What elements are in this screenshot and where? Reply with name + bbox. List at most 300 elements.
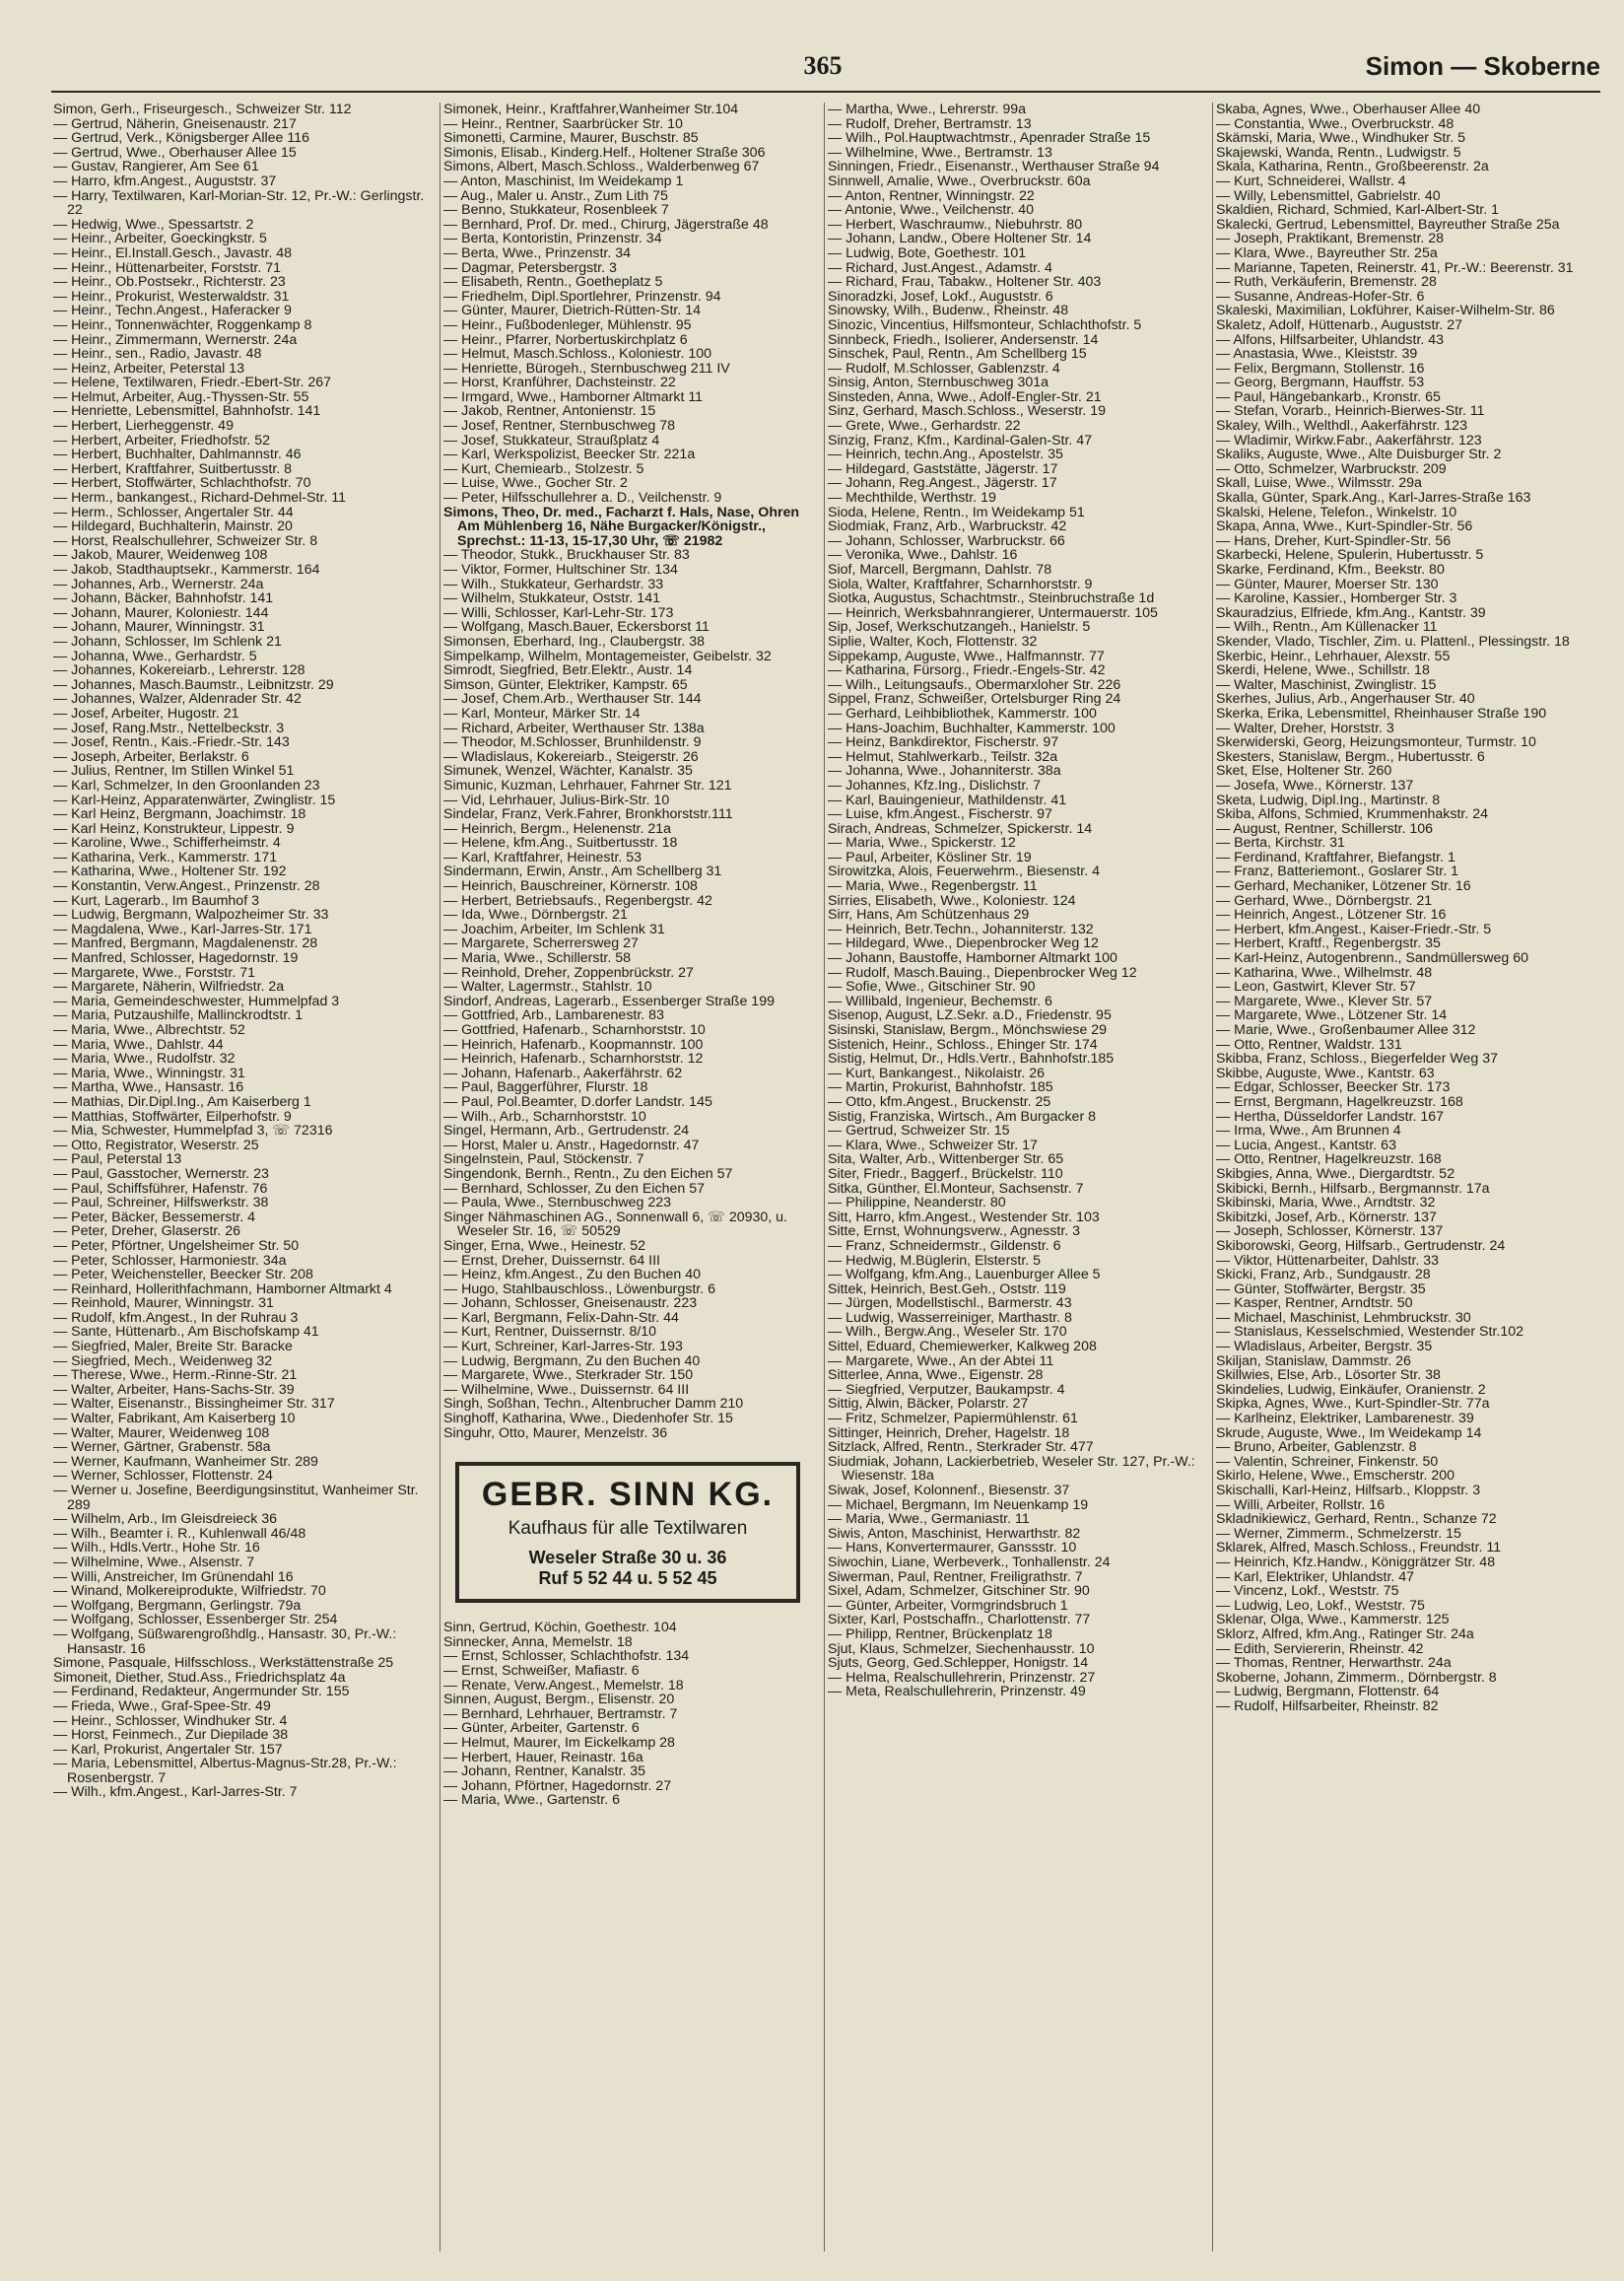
directory-entry: — Sante, Hüttenarb., Am Bischofskamp 41: [53, 1324, 319, 1341]
directory-entry: — Ludwig, Wasserreiniger, Marthastr. 8: [828, 1309, 1072, 1326]
directory-entry: — Anastasia, Wwe., Kleiststr. 39: [1216, 346, 1418, 363]
directory-entry: Sjut, Klaus, Schmelzer, Siechenhausstr. 10: [828, 1640, 1095, 1657]
directory-entry: Sirr, Hans, Am Schützenhaus 29: [828, 907, 1030, 924]
directory-entry: — Wilh., Hdls.Vertr., Hohe Str. 16: [53, 1540, 260, 1556]
directory-entry: — Paul, Hängebankarb., Kronstr. 65: [1216, 388, 1441, 405]
directory-entry: — Johann, Maurer, Winningstr. 31: [53, 619, 265, 636]
advertisement-box: [455, 1462, 800, 1603]
directory-entry: Simons, Theo, Dr. med., Facharzt f. Hals, Nase, Ohren Am Mühlenberg 16, Nähe Burgacker/Königstr., Sprechst.: 11-13, 15-17,30 Uhr, ☏ 21982: [443, 504, 800, 549]
directory-entry: — Gottfried, Hafenarb., Scharnhorststr. 10: [443, 1022, 706, 1038]
directory-entry: — Sofie, Wwe., Gitschiner Str. 90: [828, 979, 1036, 996]
directory-entry: — Otto, Schmelzer, Warbruckstr. 209: [1216, 460, 1447, 477]
directory-entry: Singel, Hermann, Arb., Gertrudenstr. 24: [443, 1123, 690, 1140]
directory-entry: — Michael, Maschinist, Lehmbruckstr. 30: [1216, 1309, 1471, 1326]
directory-entry: — Horst, Maler u. Anstr., Hagedornstr. 47: [443, 1137, 700, 1153]
directory-entry: Sklarek, Alfred, Masch.Schloss., Freundstr. 11: [1216, 1540, 1502, 1556]
directory-entry: — Heinr., Rentner, Saarbrücker Str. 10: [443, 115, 683, 132]
directory-entry: — Peter, Pförtner, Ungelsheimer Str. 50: [53, 1237, 300, 1254]
directory-entry: Singh, Soßhan, Techn., Altenbrucher Damm 210: [443, 1396, 744, 1413]
directory-entry: — Karl, Monteur, Märker Str. 14: [443, 705, 641, 722]
directory-entry: — Johann, Pförtner, Hagedornstr. 27: [443, 1777, 672, 1794]
directory-entry: — Irma, Wwe., Am Brunnen 4: [1216, 1123, 1401, 1140]
directory-entry: — Berta, Wwe., Prinzenstr. 34: [443, 244, 632, 261]
directory-entry: — Reinhold, Dreher, Zoppenbrückstr. 27: [443, 964, 694, 981]
directory-entry: — Wilh., Stukkateur, Gerhardstr. 33: [443, 576, 664, 592]
directory-entry: — Heinz, Arbeiter, Peterstal 13: [53, 360, 244, 377]
directory-entry: — Viktor, Former, Hultschiner Str. 134: [443, 562, 678, 578]
directory-entry: Sket, Else, Holtener Str. 260: [1216, 763, 1392, 780]
directory-entry: — Otto, Registrator, Weserstr. 25: [53, 1137, 259, 1153]
directory-entry: Siter, Friedr., Baggerf., Brückelstr. 110: [828, 1165, 1063, 1182]
directory-entry: Skesters, Stanislaw, Bergm., Hubertusstr. 6: [1216, 748, 1485, 765]
directory-entry: — Franz, Schneidermstr., Gildenstr. 6: [828, 1237, 1061, 1254]
directory-entry: — Kasper, Rentner, Arndtstr. 50: [1216, 1295, 1413, 1312]
directory-entry: — Kurt, Schreiner, Karl-Jarres-Str. 193: [443, 1339, 683, 1355]
directory-entry: — Wolfgang, Bergmann, Gerlingstr. 79a: [53, 1597, 302, 1614]
directory-entry: — Karl-Heinz, Autogenbrenn., Sandmüllersweg 60: [1216, 950, 1529, 967]
directory-entry: Siwak, Josef, Kolonnenf., Biesenstr. 37: [828, 1483, 1070, 1498]
directory-entry: — Horst, Feinmech., Zur Diepilade 38: [53, 1727, 289, 1744]
directory-entry: Skala, Katharina, Rentn., Großbeerenstr. 2a: [1216, 159, 1489, 175]
directory-entry: — Karoline, Wwe., Schifferheimstr. 4: [53, 835, 281, 852]
directory-entry: — Theodor, M.Schlosser, Brunhildenstr. 9: [443, 734, 702, 751]
directory-entry: — Anton, Rentner, Winningstr. 22: [828, 187, 1035, 204]
directory-entry: Sinsig, Anton, Sternbuschweg 301a: [828, 375, 1049, 391]
directory-entry: — Stefan, Vorarb., Heinrich-Bierwes-Str. 11: [1216, 403, 1485, 420]
directory-entry: — Karl, Bauingenieur, Mathildenstr. 41: [828, 792, 1067, 808]
directory-entry: Simonis, Elisab., Kinderg.Helf., Holtener Straße 306: [443, 144, 766, 161]
directory-entry: — Hans, Konvertermaurer, Ganssstr. 10: [828, 1540, 1077, 1556]
directory-entry: — Wladimir, Wirkw.Fabr., Aakerfährstr. 123: [1216, 432, 1482, 449]
page-number: 365: [803, 51, 843, 80]
directory-entry: — Siegfried, Mech., Weidenweg 32: [53, 1352, 273, 1369]
directory-entry: — Herm., Schlosser, Angertaler Str. 44: [53, 504, 294, 520]
directory-entry: Skiljan, Stanislaw, Dammstr. 26: [1216, 1352, 1411, 1369]
directory-entry: — Herbert, Betriebsaufs., Regenbergstr. 42: [443, 892, 712, 909]
directory-entry: — Jakob, Stadthauptsekr., Kammerstr. 164: [53, 562, 320, 578]
directory-entry: Simunic, Kuzman, Lehrhauer, Fahrner Str. 121: [443, 777, 732, 794]
page-header: [0, 51, 1624, 95]
directory-entry: — Helmut, Arbeiter, Aug.-Thyssen-Str. 55: [53, 388, 309, 405]
directory-entry: — Ernst, Schweißer, Mafiastr. 6: [443, 1663, 640, 1679]
directory-entry: — Herbert, Hauer, Reinastr. 16a: [443, 1749, 643, 1765]
directory-entry: Sklorz, Alfred, kfm.Ang., Ratinger Str. 24a: [1216, 1625, 1474, 1642]
directory-entry: — Hans, Dreher, Kurt-Spindler-Str. 56: [1216, 532, 1452, 549]
directory-entry: — Heinr., Tonnenwächter, Roggenkamp 8: [53, 316, 312, 333]
directory-entry: — Heinr., Hüttenarbeiter, Forststr. 71: [53, 259, 282, 276]
directory-entry: — Leon, Gastwirt, Klever Str. 57: [1216, 979, 1416, 996]
directory-entry: — Bernhard, Prof. Dr. med., Chirurg, Jägerstraße 48: [443, 216, 769, 233]
directory-entry: — Joseph, Arbeiter, Berlakstr. 6: [53, 748, 249, 765]
directory-entry: — Manfred, Schlosser, Hagedornstr. 19: [53, 950, 299, 967]
directory-entry: Sinowsky, Wilh., Budenw., Rheinstr. 48: [828, 303, 1069, 319]
directory-entry: Sisinski, Stanislaw, Bergm., Mönchswiese 29: [828, 1022, 1108, 1038]
directory-entry: — Gustav, Rangierer, Am See 61: [53, 159, 259, 175]
directory-entry: Siwochin, Liane, Werbeverk., Tonhallenstr. 24: [828, 1554, 1111, 1570]
directory-entry: — Veronika, Wwe., Dahlstr. 16: [828, 547, 1018, 564]
column-divider: [824, 103, 825, 2251]
directory-entry: — Johann, Schlosser, Im Schlenk 21: [53, 633, 282, 650]
directory-entry: — Walter, Arbeiter, Hans-Sachs-Str. 39: [53, 1381, 295, 1398]
directory-entry: — Heinr., Techn.Angest., Haferacker 9: [53, 303, 292, 319]
directory-entry: — Herbert, kfm.Angest., Kaiser-Friedr.-Str. 5: [1216, 921, 1492, 937]
directory-entry: — Walter, Lagermstr., Stahlstr. 10: [443, 979, 652, 996]
directory-entry: — Maria, Wwe., Dahlstr. 44: [53, 1036, 224, 1053]
directory-entry: — Karlheinz, Elektriker, Lambarenestr. 39: [1216, 1411, 1474, 1427]
directory-entry: — Ludwig, Bergmann, Walpozheimer Str. 33: [53, 907, 329, 924]
directory-entry: — Thomas, Rentner, Herwarthstr. 24a: [1216, 1655, 1452, 1672]
directory-entry: — Wilh., kfm.Angest., Karl-Jarres-Str. 7: [53, 1784, 298, 1801]
directory-entry: — Wilh., Beamter i. R., Kuhlenwall 46/48: [53, 1525, 306, 1542]
directory-entry: — Berta, Kirchstr. 31: [1216, 835, 1345, 852]
directory-entry: — Lucia, Angest., Kantstr. 63: [1216, 1137, 1396, 1153]
directory-entry: — Konstantin, Verw.Angest., Prinzenstr. 28: [53, 878, 320, 895]
directory-entry: — Herbert, Lierheggenstr. 49: [53, 418, 234, 435]
directory-entry: Sinningen, Friedr., Eisenanstr., Werthauser Straße 94: [828, 159, 1160, 175]
directory-entry: — Katharina, Verk., Kammerstr. 171: [53, 849, 278, 865]
directory-entry: Skerka, Erika, Lebensmittel, Rheinhauser Straße 190: [1216, 705, 1547, 722]
directory-entry: — Ida, Wwe., Dörnbergstr. 21: [443, 907, 628, 924]
directory-entry: Skicki, Franz, Arb., Sundgaustr. 28: [1216, 1267, 1431, 1283]
directory-entry: — Klara, Wwe., Bayreuther Str. 25a: [1216, 244, 1438, 261]
directory-entry: Skajewski, Wanda, Rentn., Ludwigstr. 5: [1216, 144, 1461, 161]
directory-entry: — Henriette, Bürogeh., Sternbuschweg 211 IV: [443, 360, 730, 377]
directory-entry: Siof, Marcell, Bergmann, Dahlstr. 78: [828, 562, 1052, 578]
directory-entry: — Wilhelmine, Wwe., Bertramstr. 13: [828, 144, 1052, 161]
directory-entry: — Karl-Heinz, Apparatenwärter, Zwinglistr. 15: [53, 792, 336, 808]
directory-entry: — Günter, Maurer, Moerser Str. 130: [1216, 576, 1439, 592]
directory-entry: Sixter, Karl, Postschaffn., Charlottenstr. 77: [828, 1612, 1091, 1628]
directory-entry: Skiba, Alfons, Schmied, Krummenhakstr. 24: [1216, 806, 1488, 823]
directory-entry: — Grete, Wwe., Gerhardstr. 22: [828, 418, 1021, 435]
directory-column-2: [443, 103, 818, 2251]
directory-entry: — Reinhard, Hollerithfachmann, Hamborner Altmarkt 4: [53, 1280, 392, 1297]
directory-entry: — Matthias, Stoffwärter, Eilperhofstr. 9: [53, 1108, 292, 1125]
directory-entry: — Mia, Schwester, Hummelpfad 3, ☏ 72316: [53, 1123, 333, 1140]
directory-entry: — Gertrud, Schweizer Str. 15: [828, 1123, 1010, 1140]
directory-entry: Skibicki, Bernh., Hilfsarb., Bergmannstr. 17a: [1216, 1180, 1490, 1197]
directory-entry: Sinnbeck, Friedh., Isolierer, Andersenstr. 14: [828, 331, 1099, 348]
directory-entry: — Hans-Joachim, Buchhalter, Kammerstr. 100: [828, 720, 1116, 736]
directory-entry: Skender, Vlado, Tischler, Zim. u. Plattenl., Plessingstr. 18: [1216, 633, 1570, 650]
directory-entry: — Günter, Maurer, Dietrich-Rütten-Str. 14: [443, 303, 701, 319]
directory-entry: — Otto, Rentner, Hagelkreuzstr. 168: [1216, 1151, 1442, 1168]
directory-entry: — Heinr., El.Install.Gesch., Javastr. 48: [53, 244, 293, 261]
directory-entry: — Josef, Rentn., Kais.-Friedr.-Str. 143: [53, 734, 290, 751]
directory-entry: — Peter, Schlosser, Harmoniestr. 34a: [53, 1252, 287, 1269]
directory-entry: — Heinr., Schlosser, Windhuker Str. 4: [53, 1712, 288, 1729]
directory-entry: Sitt, Harro, kfm.Angest., Westender Str. 103: [828, 1209, 1100, 1225]
directory-entry: — Maria, Wwe., Regenbergstr. 11: [828, 878, 1038, 895]
directory-entry: — Josef, Rang.Mstr., Nettelbeckstr. 3: [53, 720, 285, 736]
directory-entry: Skindelies, Ludwig, Einkäufer, Oranienstr. 2: [1216, 1381, 1486, 1398]
directory-entry: — Luise, kfm.Angest., Fischerstr. 97: [828, 806, 1052, 823]
directory-entry: — Otto, Rentner, Waldstr. 131: [1216, 1036, 1402, 1053]
directory-entry: — Jürgen, Modellstischl., Barmerstr. 43: [828, 1295, 1072, 1312]
directory-entry: — Herbert, Kraftf., Regenbergstr. 35: [1216, 935, 1441, 952]
directory-entry: Sinsteden, Anna, Wwe., Adolf-Engler-Str. 21: [828, 388, 1102, 405]
directory-entry: Skerwiderski, Georg, Heizungsmonteur, Turmstr. 10: [1216, 734, 1536, 751]
directory-entry: — Heinz, kfm.Angest., Zu den Buchen 40: [443, 1267, 702, 1283]
directory-entry: Siudmiak, Johann, Lackierbetrieb, Weseler Str. 127, Pr.-W.: Wiesenstr. 18a: [828, 1453, 1195, 1485]
directory-entry: — Johann, Rentner, Kanalstr. 35: [443, 1763, 646, 1780]
directory-entry: — Maria, Putzaushilfe, Mallinckrodtstr. 1: [53, 1007, 304, 1024]
directory-entry: Singhoff, Katharina, Wwe., Diedenhofer Str. 15: [443, 1411, 733, 1427]
directory-entry: Skiborowski, Georg, Hilfsarb., Gertrudenstr. 24: [1216, 1237, 1506, 1254]
directory-entry: Sisenop, August, LZ.Sekr. a.D., Friedenstr. 95: [828, 1007, 1112, 1024]
directory-entry: Skerdi, Helene, Wwe., Schillstr. 18: [1216, 662, 1430, 679]
directory-entry: — Bruno, Arbeiter, Gablenzstr. 8: [1216, 1439, 1417, 1456]
directory-entry: — Wladislaus, Arbeiter, Bergstr. 35: [1216, 1339, 1433, 1355]
directory-entry: — Josef, Rentner, Sternbuschweg 78: [443, 418, 676, 435]
directory-entry: Skämski, Maria, Wwe., Windhuker Str. 5: [1216, 130, 1466, 147]
directory-entry: — Ludwig, Leo, Lokf., Weststr. 75: [1216, 1597, 1425, 1614]
directory-entry: — Heinr., Arbeiter, Goeckingkstr. 5: [53, 231, 267, 247]
directory-entry: Skalski, Helene, Telefon., Winkelstr. 10: [1216, 504, 1457, 520]
directory-entry: Sinnen, August, Bergm., Elisenstr. 20: [443, 1692, 675, 1708]
directory-entry: — August, Rentner, Schillerstr. 106: [1216, 820, 1434, 837]
directory-entry: — Irmgard, Wwe., Hamborner Altmarkt 11: [443, 388, 704, 405]
directory-entry: — Paul, Arbeiter, Kösliner Str. 19: [828, 849, 1032, 865]
directory-entry: — Paul, Schiffsführer, Hafenstr. 76: [53, 1180, 268, 1197]
directory-entry: — Harro, kfm.Angest., Auguststr. 37: [53, 173, 277, 189]
directory-entry: — Karl, Prokurist, Angertaler Str. 157: [53, 1741, 283, 1758]
directory-entry: — Johannes, Kfz.Ing., Dislichstr. 7: [828, 777, 1042, 794]
directory-entry: Sittig, Alwin, Bäcker, Polarstr. 27: [828, 1396, 1029, 1413]
directory-entry: Skaliks, Auguste, Wwe., Alte Duisburger Str. 2: [1216, 447, 1502, 463]
directory-entry: — Wilh., Bergw.Ang., Weseler Str. 170: [828, 1324, 1067, 1341]
directory-entry: — Heinrich, Angest., Lötzener Str. 16: [1216, 907, 1447, 924]
directory-entry: Sittel, Eduard, Chemiewerker, Kalkweg 208: [828, 1339, 1097, 1355]
directory-entry: — Wilhelm, Arb., Im Gleisdreieck 36: [53, 1511, 278, 1528]
ad-phone: Ruf 5 52 44 u. 5 52 45: [538, 1568, 717, 1589]
directory-entry: Skrude, Auguste, Wwe., Im Weidekamp 14: [1216, 1424, 1482, 1441]
directory-entry: — Paul, Gasstocher, Wernerstr. 23: [53, 1165, 269, 1182]
directory-entry: — Heinrich, Hafenarb., Scharnhorststr. 12: [443, 1051, 704, 1068]
directory-entry: — Martha, Wwe., Lehrerstr. 99a: [828, 103, 1027, 117]
directory-entry: — Maria, Gemeindeschwester, Hummelpfad 3: [53, 993, 340, 1009]
directory-entry: — Ruth, Verkäuferin, Bremenstr. 28: [1216, 274, 1437, 291]
directory-entry: — Hildegard, Wwe., Diepenbrocker Weg 12: [828, 935, 1099, 952]
directory-entry: — Stanislaus, Kesselschmied, Westender Str.102: [1216, 1324, 1524, 1341]
directory-entry: — Therese, Wwe., Herm.-Rinne-Str. 21: [53, 1367, 298, 1384]
directory-entry: Sip, Josef, Werkschutzangeh., Hanielstr. 5: [828, 619, 1091, 636]
directory-entry: Skall, Luise, Wwe., Wilmsstr. 29a: [1216, 475, 1422, 492]
directory-entry: — Susanne, Andreas-Hofer-Str. 6: [1216, 288, 1425, 305]
directory-entry: — Ferdinand, Kraftfahrer, Biefangstr. 1: [1216, 849, 1455, 865]
directory-entry: — Kurt, Rentner, Duissernstr. 8/10: [443, 1324, 657, 1341]
directory-entry: Skalecki, Gertrud, Lebensmittel, Bayreuther Straße 25a: [1216, 216, 1560, 233]
directory-entry: — Walter, Fabrikant, Am Kaiserberg 10: [53, 1411, 296, 1427]
directory-entry: — Johann, Bäcker, Bahnhofstr. 141: [53, 590, 274, 607]
directory-entry: — Renate, Verw.Angest., Memelstr. 18: [443, 1677, 684, 1693]
directory-entry: — Wilhelm, Stukkateur, Oststr. 141: [443, 590, 660, 607]
directory-entry: Sinoradzki, Josef, Lokf., Auguststr. 6: [828, 288, 1053, 305]
directory-entry: — Katharina, Wwe., Holtener Str. 192: [53, 864, 287, 880]
directory-entry: Skerhes, Julius, Arb., Angerhauser Str. 40: [1216, 691, 1475, 708]
directory-entry: — Rudolf, kfm.Angest., In der Ruhrau 3: [53, 1309, 299, 1326]
directory-entry: Simrodt, Siegfried, Betr.Elektr., Austr. 14: [443, 662, 693, 679]
directory-entry: Siplie, Walter, Koch, Flottenstr. 32: [828, 633, 1038, 650]
directory-entry: — Vid, Lehrhauer, Julius-Birk-Str. 10: [443, 792, 670, 808]
directory-entry: — Margarete, Wwe., Lötzener Str. 14: [1216, 1007, 1448, 1024]
directory-entry: — Georg, Bergmann, Hauffstr. 53: [1216, 375, 1425, 391]
directory-entry: Sita, Walter, Arb., Wittenberger Str. 65: [828, 1151, 1064, 1168]
directory-entry: Sindelar, Franz, Verk.Fahrer, Bronkhorststr.111: [443, 806, 733, 823]
directory-entry: — Walter, Dreher, Horststr. 3: [1216, 720, 1394, 736]
directory-entry: — Manfred, Bergmann, Magdalenenstr. 28: [53, 935, 318, 952]
directory-entry: — Herbert, Waschraumw., Niebuhrstr. 80: [828, 216, 1083, 233]
directory-entry: — Kurt, Schneiderei, Wallstr. 4: [1216, 173, 1406, 189]
directory-entry: — Paul, Peterstal 13: [53, 1151, 182, 1168]
directory-entry: — Katharina, Wwe., Wilhelmstr. 48: [1216, 964, 1433, 981]
directory-entry: — Anton, Maschinist, Im Weidekamp 1: [443, 173, 684, 189]
directory-entry: — Karl, Werkspolizist, Beecker Str. 221a: [443, 447, 696, 463]
directory-entry: — Fritz, Schmelzer, Papiermühlenstr. 61: [828, 1411, 1078, 1427]
directory-entry: — Johann, Schlosser, Warbruckstr. 66: [828, 532, 1065, 549]
directory-entry: — Richard, Arbeiter, Werthauser Str. 138a: [443, 720, 705, 736]
directory-entry: — Ernst, Dreher, Duissernstr. 64 III: [443, 1252, 660, 1269]
directory-entry: — Hildegard, Gaststätte, Jägerstr. 17: [828, 460, 1058, 477]
directory-entry: Skladnikiewicz, Gerhard, Rentn., Schanze 72: [1216, 1511, 1497, 1528]
directory-entry: Siodmiak, Franz, Arb., Warbruckstr. 42: [828, 518, 1067, 535]
directory-entry: — Aug., Maler u. Anstr., Zum Lith 75: [443, 187, 668, 204]
directory-entry: — Gertrud, Wwe., Oberhauser Allee 15: [53, 144, 297, 161]
directory-entry: — Willi, Schlosser, Karl-Lehr-Str. 173: [443, 604, 674, 621]
directory-entry: Skischalli, Karl-Heinz, Hilfsarb., Kloppstr. 3: [1216, 1483, 1481, 1498]
directory-entry: — Mechthilde, Werthstr. 19: [828, 490, 996, 507]
directory-entry: — Johann, Schlosser, Gneisenaustr. 223: [443, 1295, 698, 1312]
directory-entry: — Walter, Eisenanstr., Bissingheimer Str. 317: [53, 1396, 335, 1413]
directory-entry: — Johann, Landw., Obere Holtener Str. 14: [828, 231, 1092, 247]
directory-entry: — Marianne, Tapeten, Reinerstr. 41, Pr.-W.: Beerenstr. 31: [1216, 259, 1574, 276]
directory-entry: — Michael, Bergmann, Im Neuenkamp 19: [828, 1496, 1089, 1513]
directory-entry: Skibitzki, Josef, Arb., Körnerstr. 137: [1216, 1209, 1437, 1225]
directory-entry: — Josef, Chem.Arb., Werthauser Str. 144: [443, 691, 702, 708]
directory-entry: — Franz, Batteriemont., Goslarer Str. 1: [1216, 864, 1459, 880]
directory-entry: Skipka, Agnes, Wwe., Kurt-Spindler-Str. 77a: [1216, 1396, 1490, 1413]
directory-entry: — Willibald, Ingenieur, Bechemstr. 6: [828, 993, 1052, 1009]
directory-entry: Sjuts, Georg, Ged.Schlepper, Honigstr. 14: [828, 1655, 1089, 1672]
directory-entry: — Rudolf, Masch.Bauing., Diepenbrocker Weg 12: [828, 964, 1137, 981]
directory-entry: — Maria, Wwe., Albrechtstr. 52: [53, 1022, 245, 1038]
directory-entry: — Wilh., Arb., Scharnhorststr. 10: [443, 1108, 646, 1125]
directory-entry: — Paul, Pol.Beamter, D.dorfer Landstr. 145: [443, 1093, 712, 1110]
directory-entry: Singer Nähmaschinen AG., Sonnenwall 6, ☏ 20930, u. Weseler Str. 16, ☏ 50529: [443, 1209, 787, 1240]
directory-entry: Sitka, Günther, El.Monteur, Sachsenstr. 7: [828, 1180, 1084, 1197]
directory-entry: — Jakob, Maurer, Weidenweg 108: [53, 547, 268, 564]
directory-entry: — Johanna, Wwe., Johanniterstr. 38a: [828, 763, 1061, 780]
directory-entry: Sirach, Andreas, Schmelzer, Spickerstr. 14: [828, 820, 1093, 837]
directory-entry: — Joachim, Arbeiter, Im Schlenk 31: [443, 921, 665, 937]
directory-entry: — Maria, Wwe., Spickerstr. 12: [828, 835, 1016, 852]
directory-entry: Siwerman, Paul, Rentner, Freiligrathstr. 7: [828, 1568, 1083, 1585]
directory-entry: — Hildegard, Buchhalterin, Mainstr. 20: [53, 518, 293, 535]
directory-column-1: [53, 103, 438, 2251]
directory-entry: — Karoline, Kassier., Homberger Str. 3: [1216, 590, 1457, 607]
directory-entry: — Werner, Kaufmann, Wanheimer Str. 289: [53, 1453, 318, 1470]
directory-entry: — Heinr., Fußbodenleger, Mühlenstr. 95: [443, 316, 692, 333]
directory-entry: — Helene, Textilwaren, Friedr.-Ebert-Str. 267: [53, 375, 332, 391]
directory-entry: Sinz, Gerhard, Masch.Schloss., Weserstr. 19: [828, 403, 1107, 420]
directory-entry: — Benno, Stukkateur, Rosenbleek 7: [443, 202, 669, 219]
directory-entry: — Heinrich, Bauschreiner, Körnerstr. 108: [443, 878, 698, 895]
directory-entry: — Karl Heinz, Konstrukteur, Lippestr. 9: [53, 820, 295, 837]
directory-entry: — Ernst, Schlosser, Schlachthofstr. 134: [443, 1648, 690, 1665]
ad-address: Weseler Straße 30 u. 36: [528, 1548, 727, 1568]
directory-entry: Sixel, Adam, Schmelzer, Gitschiner Str. 90: [828, 1583, 1090, 1600]
directory-entry: Simson, Günter, Elektriker, Kampstr. 65: [443, 676, 688, 693]
directory-entry: — Ferdinand, Redakteur, Angermunder Str. 155: [53, 1684, 350, 1700]
directory-entry: — Peter, Weichensteller, Beecker Str. 208: [53, 1267, 313, 1283]
directory-entry: — Gerhard, Mechaniker, Lötzener Str. 16: [1216, 878, 1471, 895]
directory-entry: — Elisabeth, Rentn., Goetheplatz 5: [443, 274, 663, 291]
directory-entry: — Heinrich, Bergm., Helenenstr. 21a: [443, 820, 672, 837]
directory-entry: — Karl, Schmelzer, In den Groonlanden 23: [53, 777, 320, 794]
directory-entry: — Hedwig, M.Büglerin, Elsterstr. 5: [828, 1252, 1042, 1269]
directory-entry: — Philipp, Rentner, Brückenplatz 18: [828, 1625, 1052, 1642]
directory-entry: Skibba, Franz, Schloss., Biegerfelder Weg 37: [1216, 1051, 1498, 1068]
directory-entry: — Margarete, Wwe., Klever Str. 57: [1216, 993, 1433, 1009]
directory-entry: — Josefa, Wwe., Körnerstr. 137: [1216, 777, 1414, 794]
directory-entry: — Johannes, Masch.Baumstr., Leibnitzstr. 29: [53, 676, 334, 693]
directory-entry: Siotka, Augustus, Schachtmstr., Steinbruchstraße 1d: [828, 590, 1155, 607]
directory-entry: — Julius, Rentner, Im Stillen Winkel 51: [53, 763, 295, 780]
directory-entry: — Theodor, Stukk., Bruckhauser Str. 83: [443, 547, 690, 564]
directory-entry: — Josef, Stukkateur, Straußplatz 4: [443, 432, 660, 449]
directory-entry: — Frieda, Wwe., Graf-Spee-Str. 49: [53, 1697, 271, 1714]
directory-entry: Simonek, Heinr., Kraftfahrer,Wanheimer Str.104: [443, 103, 739, 117]
directory-entry: — Edith, Serviererin, Rheinstr. 42: [1216, 1640, 1424, 1657]
column-divider: [1212, 103, 1213, 2251]
directory-entry: — Werner, Zimmerm., Schmelzerstr. 15: [1216, 1525, 1461, 1542]
directory-column-3: [828, 103, 1210, 2251]
directory-entry: — Johann, Baustoffe, Hamborner Altmarkt 100: [828, 950, 1117, 967]
directory-entry: — Herbert, Kraftfahrer, Suitbertusstr. 8: [53, 460, 293, 477]
directory-entry: — Karl Heinz, Bergmann, Joachimstr. 18: [53, 806, 306, 823]
directory-entry: — Günter, Stoffwärter, Bergstr. 35: [1216, 1280, 1426, 1297]
directory-entry: — Herbert, Buchhalter, Dahlmannstr. 46: [53, 447, 302, 463]
directory-entry: Sinnwell, Amalie, Wwe., Overbruckstr. 60a: [828, 173, 1091, 189]
directory-entry: — Heinrich, Betr.Techn., Johanniterstr. 132: [828, 921, 1094, 937]
directory-entry: Sindorf, Andreas, Lagerarb., Essenberger Straße 199: [443, 993, 775, 1009]
directory-entry: — Heinrich, Werksbahnrangierer, Untermauerstr. 105: [828, 604, 1158, 621]
directory-entry: Sittinger, Heinrich, Dreher, Hagelstr. 18: [828, 1424, 1070, 1441]
directory-entry: — Johannes, Kokereiarb., Lehrerstr. 128: [53, 662, 305, 679]
directory-entry: — Peter, Bäcker, Bessemerstr. 4: [53, 1209, 256, 1225]
directory-entry: — Joseph, Schlosser, Körnerstr. 137: [1216, 1223, 1444, 1240]
directory-entry: Sinzig, Franz, Kfm., Kardinal-Galen-Str. 47: [828, 432, 1093, 449]
directory-entry: — Hedwig, Wwe., Spessartstr. 2: [53, 216, 254, 233]
directory-column-4: [1216, 103, 1600, 2251]
directory-entry: — Johannes, Walzer, Aldenrader Str. 42: [53, 691, 302, 708]
directory-entry: Skaba, Agnes, Wwe., Oberhauser Allee 40: [1216, 103, 1481, 117]
directory-entry: Simoneit, Diether, Stud.Ass., Friedrichsplatz 4a: [53, 1669, 346, 1686]
directory-entry: — Wladislaus, Kokereiarb., Steigerstr. 26: [443, 748, 699, 765]
directory-entry: Sittek, Heinrich, Best.Geh., Oststr. 119: [828, 1280, 1066, 1297]
directory-entry: — Wilhelmine, Wwe., Alsenstr. 7: [53, 1554, 255, 1570]
directory-entry: — Luise, Wwe., Gocher Str. 2: [443, 475, 628, 492]
directory-entry: — Martha, Wwe., Hansastr. 16: [53, 1079, 244, 1096]
directory-entry: — Gottfried, Arb., Lambarenestr. 83: [443, 1007, 664, 1024]
directory-entry: — Antonie, Wwe., Veilchenstr. 40: [828, 202, 1034, 219]
directory-entry: — Philippine, Neanderstr. 80: [828, 1195, 1006, 1211]
directory-entry: Siwis, Anton, Maschinist, Herwarthstr. 82: [828, 1525, 1081, 1542]
directory-entry: Singelnstein, Paul, Stöckenstr. 7: [443, 1151, 644, 1168]
directory-entry: — Maria, Wwe., Winningstr. 31: [53, 1065, 245, 1081]
directory-entry: — Paula, Wwe., Sternbuschweg 223: [443, 1195, 672, 1211]
directory-entry: — Constantia, Wwe., Overbruckstr. 48: [1216, 115, 1455, 132]
